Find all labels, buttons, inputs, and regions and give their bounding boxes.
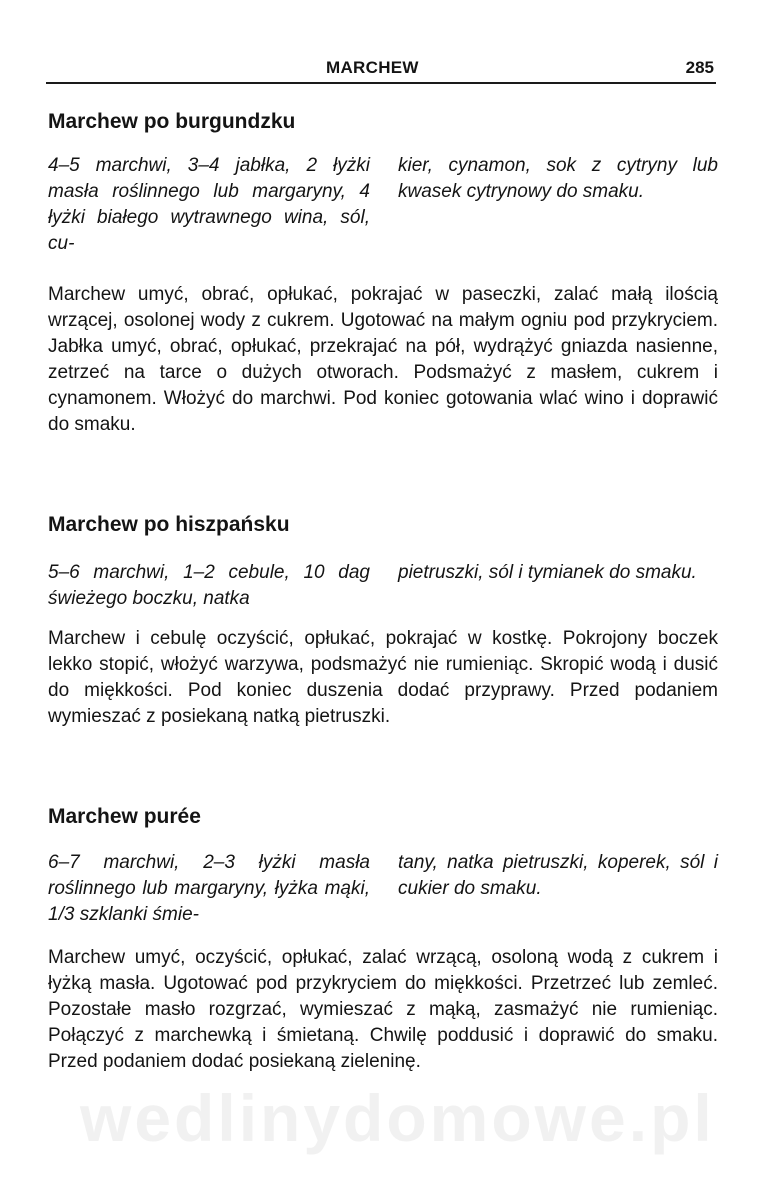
ingredients-right-column: kier, cynamon, sok z cytryny lub kwasek cytrynowy do smaku. — [398, 155, 718, 202]
running-head-title: MARCHEW — [326, 58, 419, 77]
instructions-burgundzku: Marchew umyć, obrać, opłukać, pokrajać w paseczki, zalać małą ilością wrzącej, osolonej wody z cukrem. Ugotować na małym ogniu pod przykryciem. Jabłka umyć, obrać, opłukać, przekrajać na pół, wydrążyć gniazda nasienne, zetrzeć na tarce o dużych otworach. Podsmażyć z masłem, cukrem i cynamonem. Włożyć do marchwi. Pod koniec gotowania wlać wino i doprawić do smaku. — [48, 284, 718, 435]
ingredients-left-column: 5–6 marchwi, 1–2 cebule, 10 dag świeżego boczku, natka — [48, 562, 370, 609]
ingredients-right-column: tany, natka pietruszki, koperek, sól i cukier do smaku. — [398, 852, 718, 899]
instructions-hiszpansku: Marchew i cebulę oczyścić, opłukać, pokrajać w kostkę. Pokrojony boczek lekko stopić, włożyć warzywa, podsmażyć nie rumieniąc. Skropić wodą i dusić do miękkości. Pod koniec duszenia dodać przyprawy. Przed podaniem wymieszać z posiekaną natką pietruszki. — [48, 628, 718, 727]
instructions-puree: Marchew umyć, oczyścić, opłukać, zalać wrzącą, osoloną wodą z cukrem i łyżką masła. Ugotować pod przykryciem do miękkości. Przetrzeć lub zemleć. Pozostałe masło rozgrzać, wymieszać z mąką, zasmażyć nie rumieniąc. Połączyć z marchewką i śmietaną. Chwilę poddusić i doprawić do smaku. Przed podaniem dodać posiekaną zieleninę. — [48, 947, 718, 1072]
recipe-title-puree: Marchew purée — [48, 805, 201, 828]
ingredients-burgundzku — [48, 153, 718, 273]
recipe-title-hiszpansku: Marchew po hiszpańsku — [48, 513, 290, 536]
watermark-text: wedlinydomowe.pl — [80, 1081, 715, 1155]
recipe-title-burgundzku: Marchew po burgundzku — [48, 110, 296, 133]
page-number: 285 — [685, 58, 714, 77]
ingredients-left-column: 6–7 marchwi, 2–3 łyżki masła roślinnego lub margaryny, łyżka mąki, 1/3 szklanki śmie- — [48, 852, 370, 925]
ingredients-right-column: pietruszki, sól i tymianek do smaku. — [398, 562, 697, 583]
page-header — [46, 58, 716, 84]
ingredients-left-column: 4–5 marchwi, 3–4 jabłka, 2 łyżki masła roślinnego lub margaryny, 4 łyżki białego wytrawnego wina, sól, cu- — [48, 155, 370, 254]
